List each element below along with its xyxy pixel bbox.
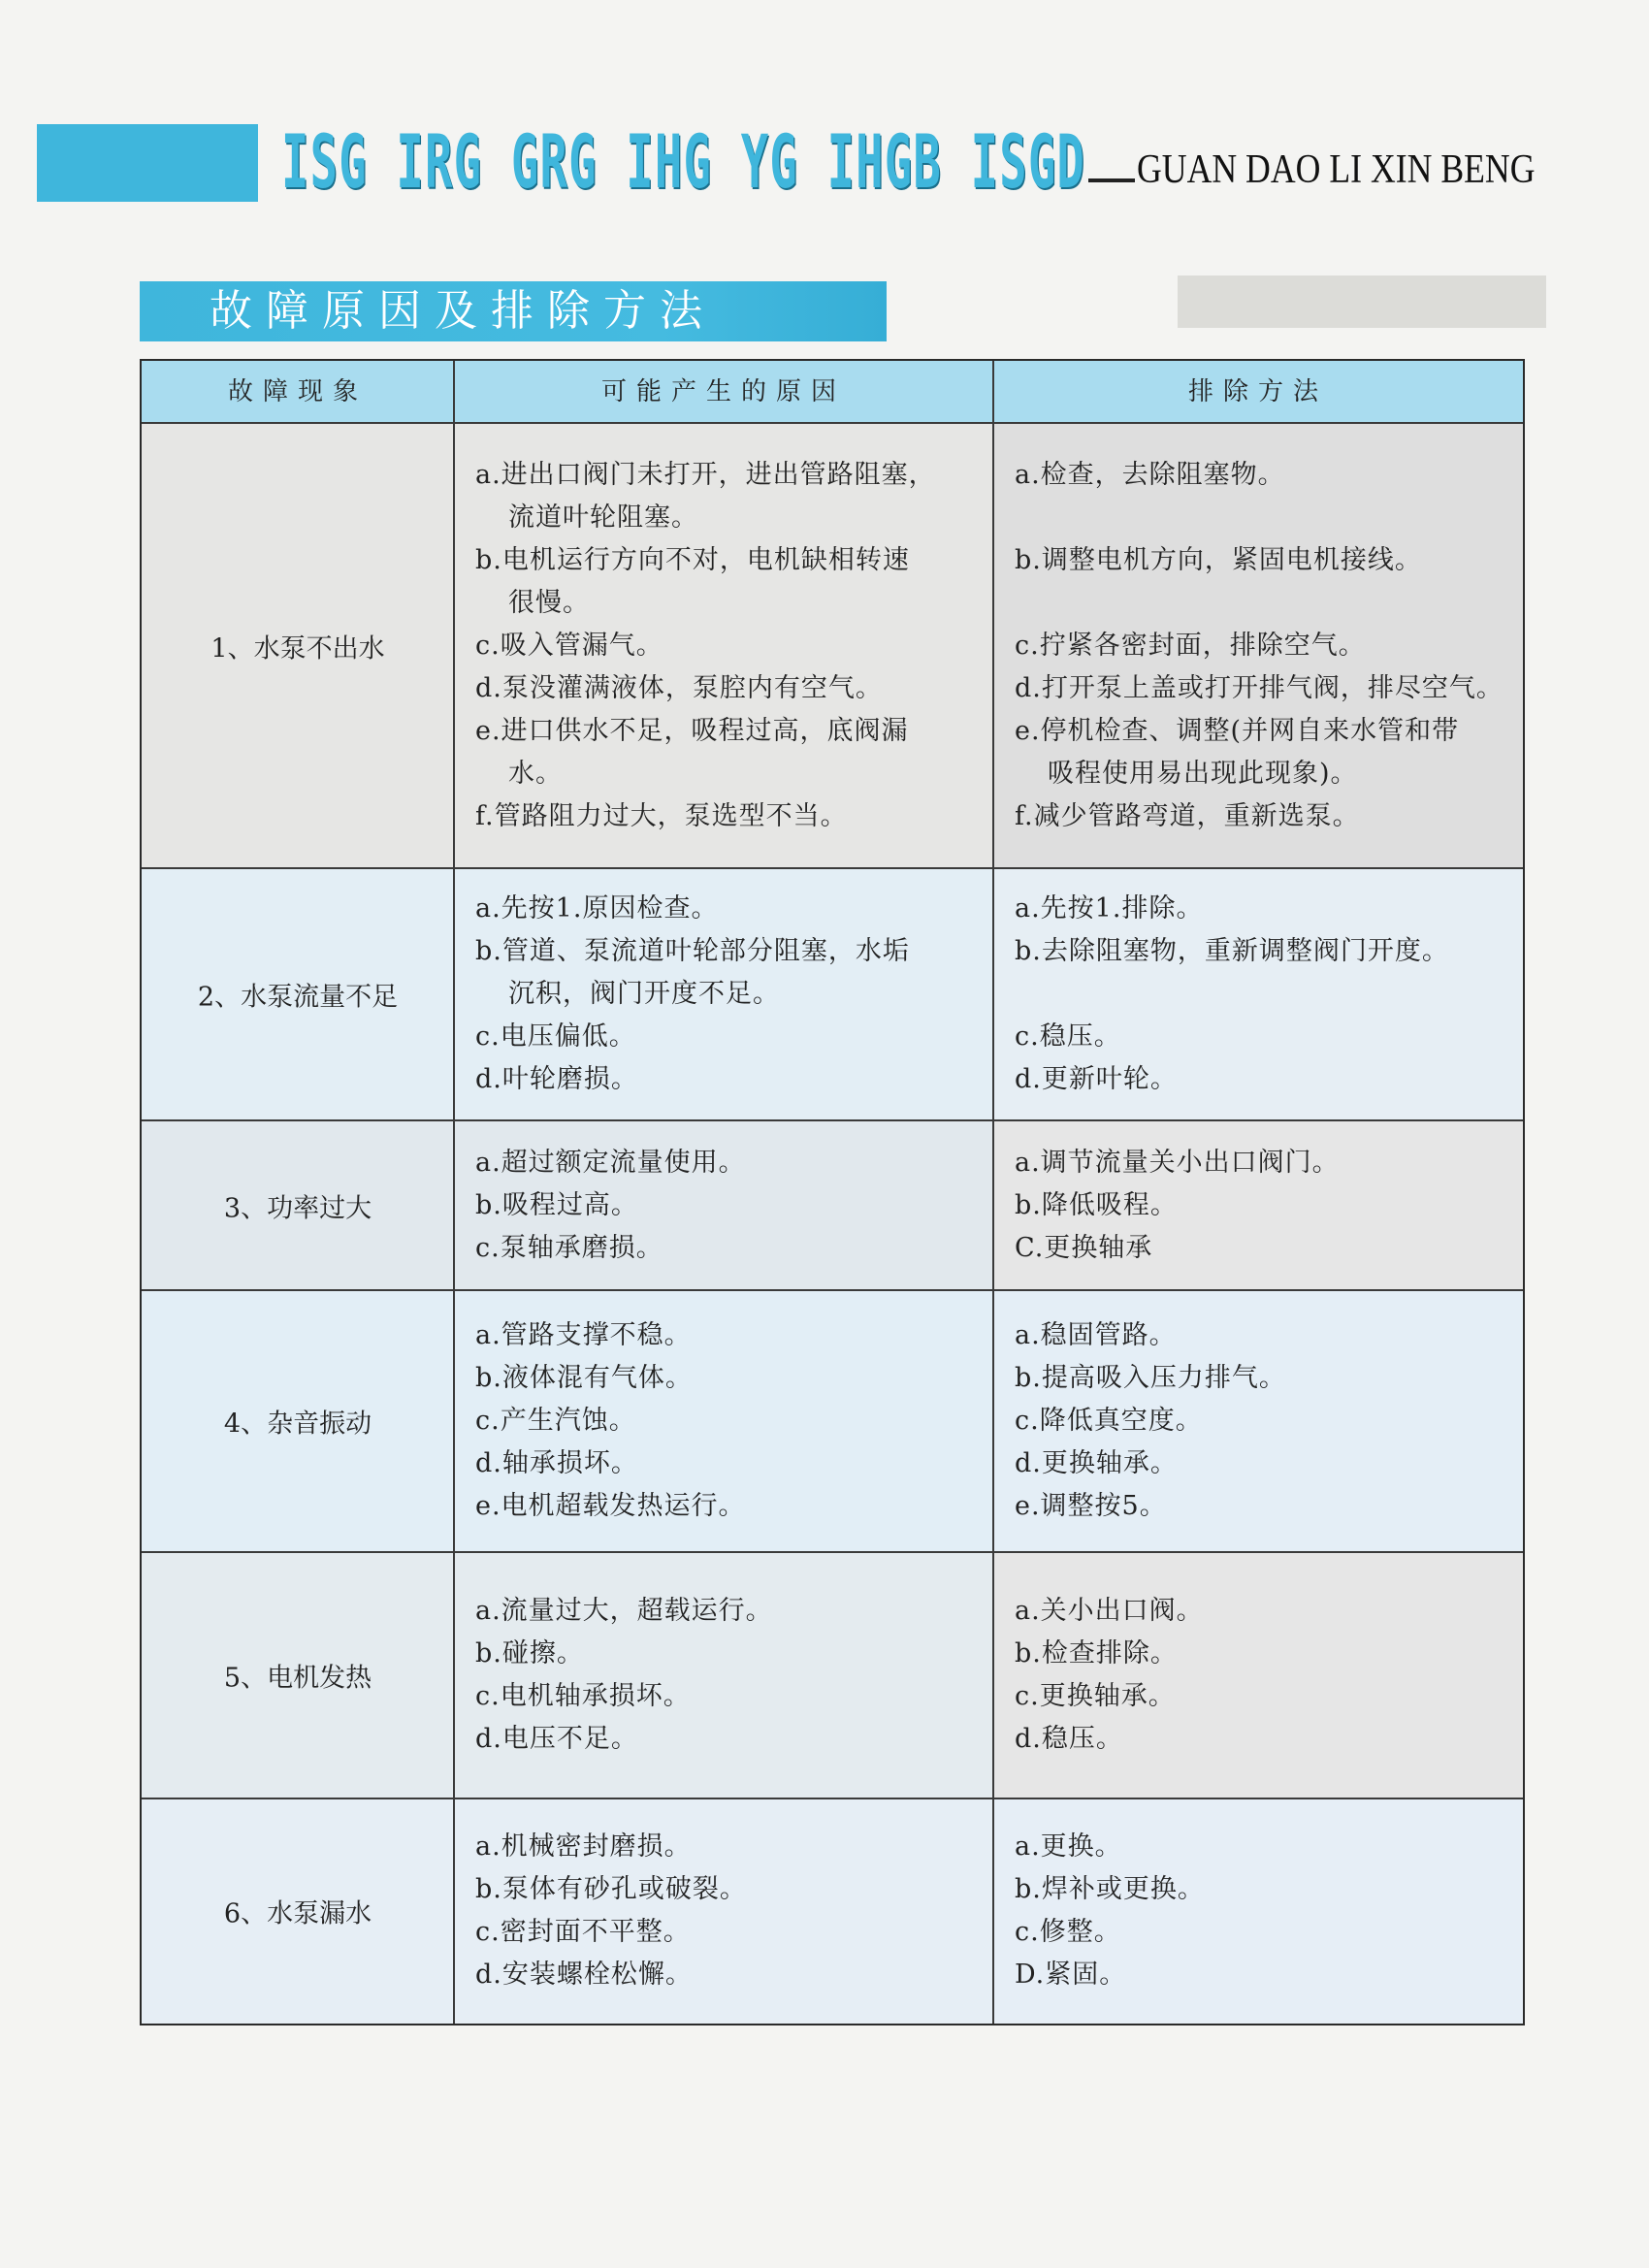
bleed-through-bar	[1178, 275, 1546, 328]
cause-list-line: 很慢。	[508, 587, 590, 618]
row-divider	[142, 1289, 1523, 1291]
remedy-list-line: c.降低真空度。	[1015, 1406, 1203, 1436]
symptom-text: 3、功率过大	[223, 1193, 372, 1223]
cause-list-line: a.流量过大，超载运行。	[475, 1596, 773, 1626]
cause-list-line: d.电压不足。	[475, 1724, 638, 1754]
cause-list	[475, 1826, 747, 1996]
symptom-text: 6、水泵漏水	[223, 1898, 372, 1929]
section-title: 故障原因及排除方法	[210, 286, 716, 336]
remedy-list-line: C.更换轴承	[1015, 1232, 1153, 1263]
remedy-list-line: b.降低吸程。	[1015, 1189, 1178, 1220]
header-remedy: 排除方法	[1187, 377, 1328, 406]
cause-list	[475, 1590, 773, 1761]
cause-list-line: d.轴承损坏。	[475, 1448, 638, 1478]
cause-list-line: e.电机超载发热运行。	[475, 1491, 746, 1521]
remedy-list-line: a.关小出口阀。	[1015, 1596, 1204, 1626]
header-pinyin-title: GUAN DAO LI XIN BENG	[1137, 147, 1536, 192]
remedy-list-line: d.稳压。	[1015, 1724, 1123, 1754]
header-pinyin-rule	[1088, 178, 1135, 182]
cause-list-line: 沉积，阀门开度不足。	[508, 979, 780, 1009]
column-divider	[453, 361, 455, 2024]
symptom-text: 4、杂音振动	[223, 1409, 372, 1440]
row-divider	[142, 1798, 1523, 1799]
remedy-list-line: 吸程使用易出现此现象)。	[1048, 758, 1358, 789]
cause-list-line: a.进出口阀门未打开，进出管路阻塞，	[475, 459, 936, 490]
cause-list-line: a.机械密封磨损。	[475, 1831, 692, 1862]
cause-list-line: c.密封面不平整。	[475, 1917, 691, 1947]
remedy-list-line: c.稳压。	[1015, 1021, 1121, 1052]
table-row	[142, 1798, 1523, 2024]
remedy-list-line: d.更换轴承。	[1015, 1448, 1178, 1478]
table-header-row	[142, 361, 1523, 423]
table-row	[142, 868, 1523, 1120]
remedy-list-line: a.稳固管路。	[1015, 1320, 1177, 1350]
symptom-text: 2、水泵流量不足	[197, 982, 399, 1013]
header-symptom: 故障现象	[227, 377, 368, 406]
header-model-codes: ISG IRG GRG IHG YG IHGB ISGD	[281, 118, 1086, 205]
remedy-list-line	[1015, 973, 1449, 1016]
remedy-list-line	[1015, 582, 1504, 625]
header-divider	[142, 422, 1523, 424]
header-accent-bar	[37, 124, 258, 202]
cause-list-line: 流道叶轮阻塞。	[508, 502, 698, 533]
cause-list-line: a.先按1.原因检查。	[475, 893, 719, 923]
remedy-list-line: b.焊补或更换。	[1015, 1874, 1205, 1904]
remedy-list	[1015, 1590, 1204, 1761]
cause-list	[475, 888, 910, 1101]
header-cause: 可能产生的原因	[600, 377, 846, 406]
remedy-list-line: a.先按1.排除。	[1015, 893, 1204, 923]
cause-list-line: c.产生汽蚀。	[475, 1406, 636, 1436]
fault-table	[140, 359, 1525, 2025]
remedy-list-line: d.打开泵上盖或打开排气阀，排尽空气。	[1015, 672, 1504, 703]
cause-list-line: c.吸入管漏气。	[475, 630, 663, 661]
table-row	[142, 1120, 1523, 1290]
remedy-list-line: b.调整电机方向，紧固电机接线。	[1015, 544, 1422, 575]
cause-list-line: d.泵没灌满液体，泵腔内有空气。	[475, 672, 883, 703]
cause-list-line: e.进口供水不足，吸程过高，底阀漏	[475, 715, 909, 746]
remedy-list-line: a.检查，去除阻塞物。	[1015, 459, 1285, 490]
cause-list-line: c.电机轴承损坏。	[475, 1681, 691, 1711]
remedy-list	[1015, 888, 1449, 1101]
table-row	[142, 423, 1523, 868]
table-row	[142, 1552, 1523, 1798]
cause-list-line: c.泵轴承磨损。	[475, 1232, 663, 1263]
cause-list-line: c.电压偏低。	[475, 1021, 636, 1052]
remedy-list-line	[1015, 497, 1504, 539]
remedy-list-line: b.提高吸入压力排气。	[1015, 1363, 1286, 1393]
symptom-text: 1、水泵不出水	[210, 633, 385, 664]
cause-list-line: a.超过额定流量使用。	[475, 1147, 746, 1178]
cause-list-line: b.管道、泵流道叶轮部分阻塞，水垢	[475, 936, 910, 966]
cause-list-line: a.管路支撑不稳。	[475, 1320, 692, 1350]
remedy-list-line: e.停机检查、调整(并网自来水管和带	[1015, 715, 1460, 746]
remedy-list	[1015, 1314, 1286, 1528]
row-divider	[142, 867, 1523, 869]
remedy-list-line: D.紧固。	[1015, 1960, 1127, 1990]
cause-list-line: d.安装螺栓松懈。	[475, 1960, 693, 1990]
remedy-list-line: e.调整按5。	[1015, 1491, 1167, 1521]
remedy-list-line: b.检查排除。	[1015, 1638, 1178, 1669]
cause-list	[475, 1142, 746, 1270]
remedy-list-line: b.去除阻塞物，重新调整阀门开度。	[1015, 936, 1449, 966]
symptom-text: 5、电机发热	[223, 1663, 372, 1694]
remedy-list-line: c.更换轴承。	[1015, 1681, 1176, 1711]
remedy-list-line: c.拧紧各密封面，排除空气。	[1015, 630, 1366, 661]
cause-list-line: b.吸程过高。	[475, 1189, 638, 1220]
remedy-list	[1015, 1826, 1205, 1996]
cause-list-line: f.管路阻力过大，泵选型不当。	[475, 800, 848, 831]
remedy-list-line: c.修整。	[1015, 1917, 1121, 1947]
column-divider	[992, 361, 994, 2024]
cause-list-line: b.电机运行方向不对，电机缺相转速	[475, 544, 910, 575]
remedy-list-line: a.调节流量关小出口阀门。	[1015, 1147, 1340, 1178]
remedy-list	[1015, 454, 1504, 838]
cause-list-line: b.泵体有砂孔或破裂。	[475, 1874, 747, 1904]
row-divider	[142, 1119, 1523, 1121]
remedy-list-line: f.减少管路弯道，重新选泵。	[1015, 800, 1360, 831]
remedy-list-line: d.更新叶轮。	[1015, 1064, 1178, 1094]
cause-list	[475, 454, 936, 838]
cause-list-line: 水。	[508, 758, 563, 789]
table-row	[142, 1290, 1523, 1552]
row-divider	[142, 1551, 1523, 1553]
remedy-list-line: a.更换。	[1015, 1831, 1122, 1862]
remedy-list	[1015, 1142, 1340, 1270]
cause-list-line: d.叶轮磨损。	[475, 1064, 638, 1094]
cause-list-line: b.碰擦。	[475, 1638, 584, 1669]
cause-list	[475, 1314, 746, 1528]
cause-list-line: b.液体混有气体。	[475, 1363, 693, 1393]
section-banner	[140, 281, 887, 341]
